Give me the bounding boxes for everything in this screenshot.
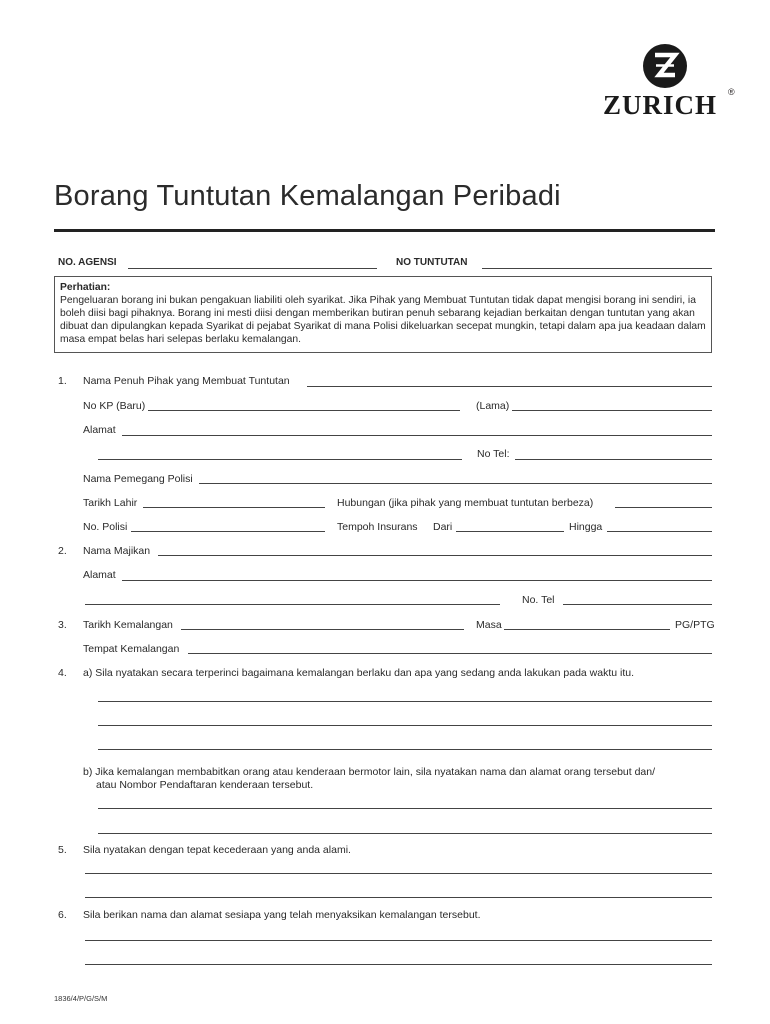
- witness-question: Sila berikan nama dan alamat sesiapa yang telah menyaksikan kemalangan tersebut.: [83, 909, 481, 921]
- ic-new-label: No KP (Baru): [83, 400, 146, 412]
- injury-question: Sila nyatakan dengan tepat kecederaan yang anda alami.: [83, 844, 351, 856]
- witness-answer-line[interactable]: [85, 964, 712, 965]
- section-4b-question-cont: atau Nombor Pendaftaran kenderaan tersebut.: [96, 779, 314, 791]
- section-3-number: 3.: [58, 619, 67, 631]
- claimant-name-label: Nama Penuh Pihak yang Membuat Tuntutan: [83, 375, 290, 387]
- agency-label: NO. AGENSI: [58, 257, 117, 268]
- section-1-number: 1.: [58, 375, 67, 387]
- notice-body: Pengeluaran borang ini bukan pengakuan liabiliti oleh syarikat. Jika Pihak yang Membuat Tuntutan tidak dapat mengisi borang ini sendiri, ia boleh diisi bagi pihaknya. Borang ini mesti diisi dengan memberikan butiran penuh sebarang kejadian berkaitan dengan tuntutan yang akan dibuat dan dipulangkan kepada Syarikat di pejabat Syarikat di mana Polisi dikeluarkan secepat mungkin, tetapi dalam apa jua keadaan dalam masa empat belas hari selepas berlaku kemalangan.: [60, 295, 706, 345]
- section-4b-question: b) Jika kemalangan membabitkan orang atau kenderaan bermotor lain, sila nyatakan nama dan alamat orang tersebut dan/: [83, 766, 656, 778]
- section-2-number: 2.: [58, 545, 67, 557]
- relationship-label: Hubungan (jika pihak yang membuat tuntutan berbeza): [337, 497, 594, 509]
- claimant-name-field[interactable]: [307, 386, 712, 387]
- address-field-2[interactable]: [98, 459, 462, 460]
- employer-tel-label: No. Tel: [522, 594, 555, 606]
- claim-number-label: NO TUNTUTAN: [396, 257, 468, 268]
- dob-field[interactable]: [143, 507, 325, 508]
- section-4b-answer-line[interactable]: [98, 833, 712, 834]
- to-field[interactable]: [607, 531, 712, 532]
- injury-answer-line[interactable]: [85, 897, 712, 898]
- policyholder-label: Nama Pemegang Polisi: [83, 473, 193, 485]
- time-label: Masa: [476, 619, 502, 631]
- from-field[interactable]: [456, 531, 564, 532]
- accident-date-field[interactable]: [181, 629, 464, 630]
- am-pm-label: PG/PTG: [675, 619, 715, 631]
- claim-number-field[interactable]: [482, 268, 712, 269]
- notice-heading: Perhatian:: [60, 282, 111, 293]
- form-code: 1836/4/P/G/S/M: [54, 994, 108, 1003]
- policy-number-label: No. Polisi: [83, 521, 128, 533]
- employer-label: Nama Majikan: [83, 545, 151, 557]
- employer-address-label: Alamat: [83, 569, 116, 581]
- injury-answer-line[interactable]: [85, 873, 712, 874]
- address-field[interactable]: [122, 435, 712, 436]
- page-title: Borang Tuntutan Kemalangan Peribadi: [54, 180, 561, 212]
- section-4b-answer-line[interactable]: [98, 808, 712, 809]
- witness-answer-line[interactable]: [85, 940, 712, 941]
- accident-place-field[interactable]: [188, 653, 712, 654]
- to-label: Hingga: [569, 521, 603, 533]
- section-4a-answer-line[interactable]: [98, 749, 712, 750]
- section-4a-question: a) Sila nyatakan secara terperinci bagaimana kemalangan berlaku dan apa yang sedang anda lakukan pada waktu itu.: [83, 667, 635, 679]
- title-divider: [54, 229, 715, 232]
- tel-field[interactable]: [515, 459, 712, 460]
- address-label: Alamat: [83, 424, 116, 436]
- employer-tel-field[interactable]: [563, 604, 712, 605]
- employer-field[interactable]: [158, 555, 712, 556]
- relationship-field[interactable]: [615, 507, 712, 508]
- employer-address-field-2[interactable]: [85, 604, 500, 605]
- accident-date-label: Tarikh Kemalangan: [83, 619, 173, 631]
- agency-field[interactable]: [128, 268, 377, 269]
- zurich-z-icon: [643, 44, 687, 88]
- policy-number-field[interactable]: [131, 531, 325, 532]
- section-5-number: 5.: [58, 844, 67, 856]
- tel-label: No Tel:: [477, 448, 510, 460]
- accident-place-label: Tempat Kemalangan: [83, 643, 180, 655]
- notice-box: [54, 276, 712, 353]
- time-field[interactable]: [504, 629, 670, 630]
- ic-new-field[interactable]: [148, 410, 460, 411]
- from-label: Dari: [433, 521, 453, 533]
- ic-old-label: (Lama): [476, 400, 510, 412]
- dob-label: Tarikh Lahir: [83, 497, 138, 509]
- section-4a-answer-line[interactable]: [98, 725, 712, 726]
- section-4a-answer-line[interactable]: [98, 701, 712, 702]
- employer-address-field[interactable]: [122, 580, 712, 581]
- registered-mark: ®: [728, 87, 735, 97]
- policyholder-field[interactable]: [199, 483, 712, 484]
- section-6-number: 6.: [58, 909, 67, 921]
- section-4-number: 4.: [58, 667, 67, 679]
- ic-old-field[interactable]: [512, 410, 712, 411]
- insurance-period-label: Tempoh Insurans: [337, 521, 418, 533]
- zurich-logo-text: ZURICH: [603, 90, 718, 120]
- zurich-logo-mark: [643, 44, 687, 88]
